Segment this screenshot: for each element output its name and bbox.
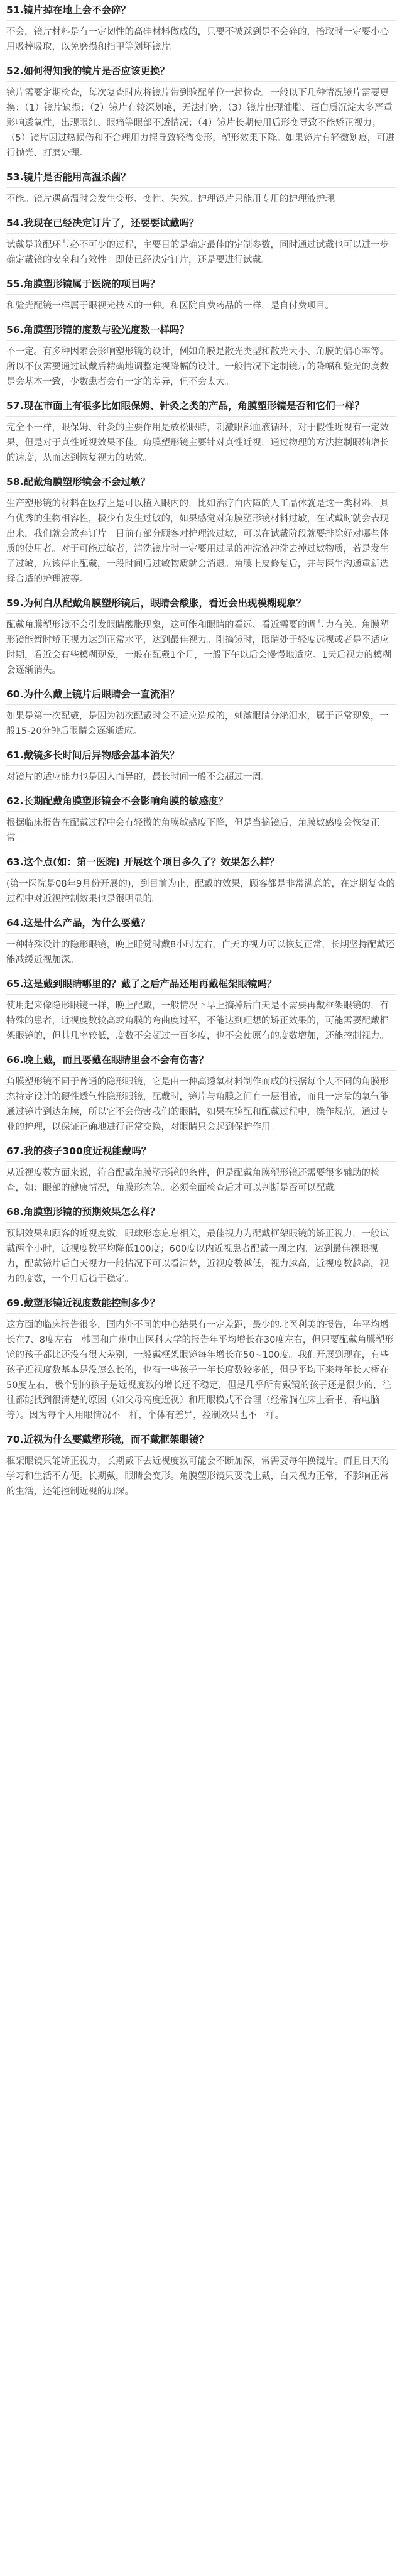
faq-item-51 (6, 3, 396, 55)
divider (6, 294, 396, 295)
faq-item-59 (6, 596, 396, 678)
question-heading: 64.这是什么产品，为什么要戴？ (6, 917, 150, 929)
answer-text: 生产塑形镜的材料在医疗上是可以植入眼内的，比如治疗白内障的人工晶体就是这一类材料，具有优秀的生物相容性，极少有发生过敏的，如果感觉对角膜塑形镜材料过敏，在试戴时就会表现出来，我们就会放弃订片。目前有部分顾客对护理液过敏，可以在试戴阶段就要排除好对哪些体质的使用者。对于可能过敏者，清洗镜片时一定要用过量的冲洗液冲洗去掉过敏物质，若是发生了过敏，应该停止配戴，一段时间后过敏物质就会消退。角膜上皮修复后，并与医生沟通重新选择合适的护理液等。 (6, 499, 389, 584)
divider (6, 187, 396, 188)
question-heading: 69.戴塑形镜近视度数能控制多少？ (6, 1297, 160, 1309)
question-heading: 65.这是戴到眼睛哪里的？戴了之后产品还用再戴框架眼镜吗？ (6, 978, 277, 990)
faq-item-69 (6, 1296, 396, 1423)
answer-text: 一种特殊设计的隐形眼镜，晚上睡觉时戴8小时左右，白天的视力可以恢复正常，长期坚持配戴还能减缓近视加深。 (6, 940, 395, 965)
divider (6, 933, 396, 934)
question-heading: 54.我现在已经决定订片了，还要要试戴吗？ (6, 217, 199, 229)
question-heading: 57.现在市面上有很多比如眼保姆、针灸之类的产品，角膜塑形镜是否和它们一样？ (6, 400, 364, 412)
question-heading: 67.我的孩子300度近视能戴吗？ (6, 1145, 151, 1157)
answer-text: 根据临床报告在配戴过程中会有轻微的角膜敏感度下降，但是当摘镜后，角膜敏感度会恢复正常。 (6, 818, 380, 843)
answer-text: 这方面的临床报告很多，国内外不同的中心结果有一定差距，最少的北医利美的报告，年平均增长在7、8度左右。韩国和广州中山医科大学的报告年平均增长在30度左右，但只要配戴角膜塑形镜的孩子都比还没有很大差别，一般戴框架眼镜每年增长在50~100度。我们开展到现在，有些孩子近视度数基本是没怎么长的，也有一些孩子一年长度数较多的，但是平均下来每年长大概在50度左右，极个别的孩子是近视度数的增长还不稳定，但是几乎所有戴镜的孩子还是很少的，往往都能找到很清楚的原因（如父母高度近视）和用眼模式不合理（经常躺在床上看书、看电脑等）。因为每个人用眼情况不一样，个体有差异，控制效果也不一样。 (6, 1320, 394, 1421)
question-heading: 70.近视为什么要戴塑形镜，而不戴框架眼镜？ (6, 1434, 209, 1445)
answer-text: 不能。镜片遇高温时会发生变形、变性、失效。护理镜片只能用专用的护理液护理。 (6, 194, 344, 204)
divider (6, 492, 396, 493)
divider (6, 1161, 396, 1162)
question-heading: 66.晚上戴，而且要戴在眼睛里会不会有伤害？ (6, 1054, 209, 1066)
faq-item-66 (6, 1052, 396, 1135)
answer-text: 完全不一样，眼保姆、针灸的主要作用是放松眼睛，刺激眼部血液循环，对于假性近视有一定效果，但是对于真性近视效果不佳。角膜塑形镜主要针对真性近视，通过物理的方法控制眼轴增长的速度，从而达到恢复视力的功效。 (6, 423, 389, 463)
faq-item-67 (6, 1143, 396, 1196)
answer-text: 试戴是验配环节必不可少的过程，主要目的是确定最佳的定制参数，同时通过试戴也可以进一步确定戴镜的安全和有效性。即使已经决定订片，还是要进行试戴。 (6, 240, 389, 265)
question-heading: 68.角膜塑形镜的预期效果怎么样？ (6, 1206, 160, 1218)
divider (6, 1449, 396, 1450)
divider (6, 340, 396, 341)
answer-text: 框架眼镜只能矫正视力，长期戴下去近视度数可能会不断加深，常需要每年换镜片。而且日天的学习和生活不方便。长期戴，眼睛会变形。角膜塑形镜只要晚上戴，白天视力正常，不影响正常的生活，还能控制近视的加深。 (6, 1456, 389, 1497)
faq-item-56 (6, 322, 396, 390)
faq-item-63 (6, 854, 396, 907)
answer-text: 对镜片的适应能力也是因人而异的，最长时间一般不会超过一周。 (6, 772, 271, 782)
answer-text: 从近视度数方面来说，符合配戴角膜塑形镜的条件，但是配戴角膜塑形镜还需要很多辅助的检查，如：眼部的健康情况，角膜形态等。必须全面检查后才可以判断是否可以配戴。 (6, 1168, 380, 1193)
answer-text: 镜片需要定期检查，每次复查时应将镜片带到验配单位一起检查。一般以下几种情况镜片需要更换：（1）镜片缺损；（2）镜片有较深划痕，无法打磨；（3）镜片出现油脂、蛋白质沉淀太多严重影响透氧性，出现眼红、眼痛等眼部不适情况；（4）镜片长期使用后形变导致不能矫正视力；（5）镜片因过热损伤和不合理用力捏导致轻微变形，塑形效果下降。如果镜片有轻微划痕，可进行抛光、打磨处理。 (6, 88, 395, 158)
faq-item-70 (6, 1432, 396, 1499)
faq-item-58 (6, 474, 396, 587)
answer-text: 使用起来像隐形眼镜一样，晚上配戴，一般情况下早上摘掉后白天是不需要再戴框架眼镜的，有特殊的患者，近视度数较高或角膜的弯曲度过平，不能达到理想的矫正效果的，可能需要配戴框架眼镜的，但其几率较低，度数不会超过一百多度，也不会使原有的度数增加，还能控制视力。 (6, 1001, 389, 1041)
divider (6, 1313, 396, 1314)
question-heading: 52.如何得知我的镜片是否应该更换？ (6, 65, 170, 77)
faq-item-52 (6, 63, 396, 161)
faq-item-55 (6, 276, 396, 314)
question-heading: 56.角膜塑形镜的度数与验光度数一样吗？ (6, 324, 189, 336)
divider (6, 81, 396, 82)
divider (6, 1222, 396, 1223)
answer-text: 和验光配镜一样属于眼视光技术的一种。和医院自费药品的一样，是自付费项目。 (6, 301, 334, 311)
faq-item-57 (6, 398, 396, 466)
divider (6, 994, 396, 995)
divider (6, 1070, 396, 1071)
divider (6, 704, 396, 705)
answer-text: 配戴角膜塑形镜不会引发眼睛酸胀现象，这可能和眼睛的看远、看近需要的调节力有关。角膜塑形镜能暂时矫正视力达到正常水平，达到最佳视力。刚摘镜时，眼睛处于轻度远视或者是不适应时期，看近会有些模糊现象，一般在配戴1个月，一般下午以后会慢慢地适应。1天后视力的模糊会逐渐消失。 (6, 620, 391, 675)
divider (6, 233, 396, 234)
divider (6, 765, 396, 766)
answer-text: (第一医院是08年9月份开展的)，到目前为止，配戴的效果，顾客都是非常满意的，在定期复查的过程中对近视控制效果也是很明显的。 (6, 879, 395, 904)
answer-text: 如果是第一次配戴，是因为初次配戴时会不适应造成的，刺激眼睛分泌泪水，属于正常现象，一般15-20分钟后眼睛会逐渐适应。 (6, 711, 389, 736)
question-heading: 59.为何白从配戴角膜塑形镜后，眼睛会酸胀，看近会出现模糊现象？ (6, 598, 306, 609)
question-heading: 61.戴镜多长时间后异物感会基本消失？ (6, 750, 180, 761)
faq-item-60 (6, 687, 396, 739)
faq-item-62 (6, 794, 396, 846)
question-heading: 62.长期配戴角膜塑形镜会不会影响角膜的敏感度？ (6, 795, 228, 807)
faq-item-64 (6, 915, 396, 968)
faq-item-53 (6, 170, 396, 207)
question-heading: 60.为什么戴上镜片后眼睛会一直流泪？ (6, 689, 180, 700)
question-heading: 51.镜片掉在地上会不会碎？ (6, 4, 131, 16)
answer-text: 角膜塑形镜不同于普通的隐形眼镜，它是由一种高透氧材料制作而成的根据每个人不同的角膜形态特定设计的硬性透气性隐形眼镜，配戴时，镜片与角膜之间有一层泪液，而且一定量的氧气能通过镜片到达角膜，所以它不会伤害我们的眼睛，如果在验配和配戴过程中，操作规范，通过专业的护理，以保证正确地进行正常交换，对眼睛只会起到保护作用。 (6, 1077, 389, 1132)
question-heading: 58.配戴角膜塑形镜会不会过敏？ (6, 476, 150, 488)
faq-item-54 (6, 216, 396, 268)
answer-text: 不一定。有多种因素会影响塑形镜的设计，例如角膜是散光类型和散光大小、角膜的偏心率等。所以不仅需要通过试戴后精确地调整定视降幅的设计。一般情况下定制镜片的降幅和验光的度数是会基本一致，少数患者会有一定的差异，但不会太大。 (6, 347, 389, 387)
faq-item-65 (6, 976, 396, 1044)
divider (6, 872, 396, 873)
divider (6, 20, 396, 21)
answer-text: 不会，镜片材料是有一定韧性的高硅材料做成的，只要不被踩到是不会碎的，拾取时一定要小心用吸棒吸取，以免磨损和指甲等划坏镜片。 (6, 27, 389, 52)
divider (6, 811, 396, 812)
divider (6, 416, 396, 417)
answer-text: 预期效果和顾客的近视度数，眼球形态息息相关，最佳视力为配戴框架眼镜的矫正视力，一般试戴两个小时，近视度数平均降低100度；600度以内近视患者配戴一周之内，达到最佳裸眼视力，配戴镜片后白天视力一般情况下可以看清楚，近视度数越低，视力越高，近视度数越高，视力的度数，一个月后趋于稳定。 (6, 1229, 389, 1284)
faq-item-68 (6, 1204, 396, 1287)
question-heading: 55.角膜塑形镜属于医院的项目吗？ (6, 278, 160, 290)
divider (6, 613, 396, 614)
question-heading: 63.这个点(如：第一医院) 开展这个项目多久了？效果怎么样？ (6, 856, 280, 868)
faq-item-61 (6, 748, 396, 785)
question-heading: 53.镜片是否能用高温杀菌？ (6, 172, 131, 183)
